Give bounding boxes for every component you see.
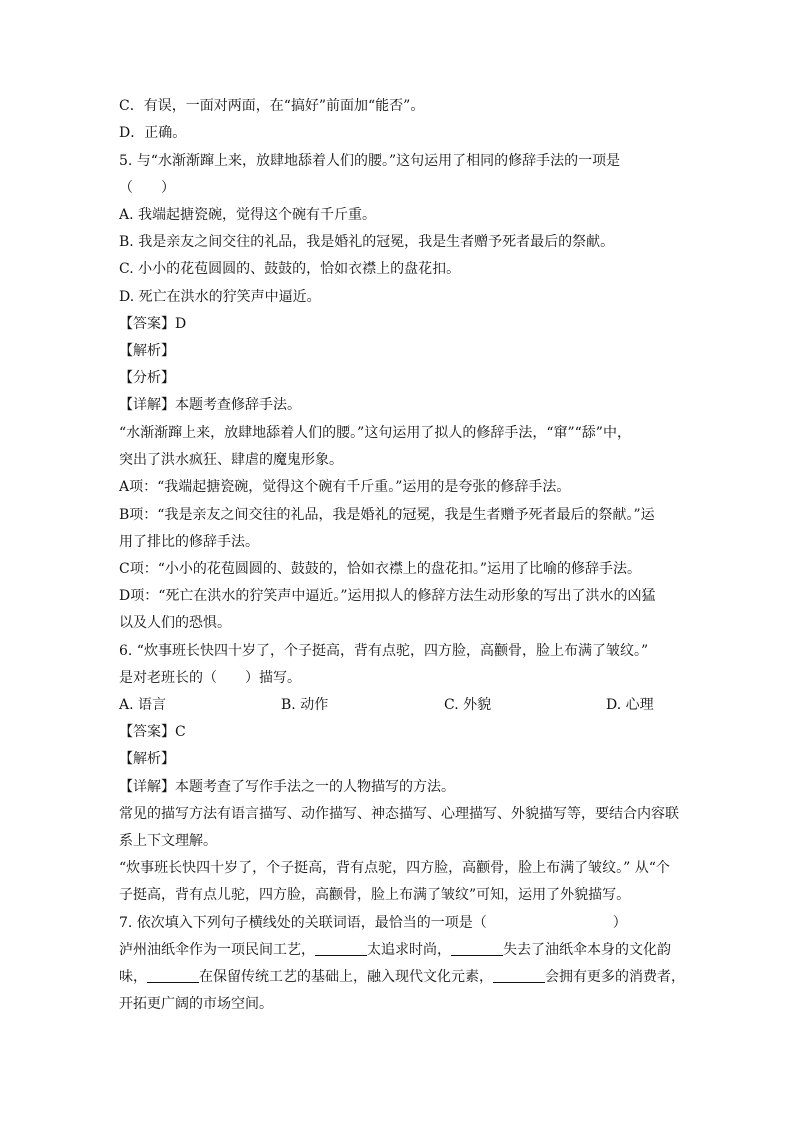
question-7-sentence [119, 967, 685, 989]
explanation-text: “水渐渐蹿上来，放肆地舔着人们的腰。”这句运用了拟人的修辞手法，“窜”“舔”中， [119, 425, 631, 441]
option-b: B. 我是亲友之间交往的礼品，我是婚礼的冠冕，我是生者赠予死者最后的祭献。 [119, 234, 615, 250]
explanation-text: 突出了洪水疯狂、肆虐的魔鬼形象。 [119, 452, 343, 468]
explanation-text: 【详解】本题考查了写作手法之一的人物描写的方法。 [119, 779, 455, 795]
option-d: D. 死亡在洪水的狞笑声中逼近。 [119, 289, 321, 305]
option-d: D. 心理 [606, 697, 654, 713]
option-a: A. 我端起搪瓷碗，觉得这个碗有千斤重。 [119, 207, 377, 223]
explanation-text: A项：“我端起搪瓷碗，觉得这个碗有千斤重。”运用的是夸张的修辞手法。 [119, 479, 571, 495]
analysis-label: 【分析】 [119, 370, 175, 386]
question-6-stem: 是对老班长的（ ）描写。 [119, 670, 301, 686]
question-7-sentence: 开拓更广阔的市场空间。 [119, 996, 273, 1012]
question-7-stem: 7. 依次填入下列句子横线处的关联词语，最恰当的一项是（ ） [119, 915, 627, 931]
fill-blank [451, 941, 503, 956]
explanation-text: B项：“我是亲友之间交往的礼品，我是婚礼的冠冕，我是生者赠予死者最后的祭献。”运 [119, 507, 655, 523]
sentence-fragment: 在保留传统工艺的基础上，融入现代文化元素， [199, 969, 493, 985]
question-6-options [119, 695, 679, 717]
explanation-text: D项：“死亡在洪水的狞笑声中逼近。”运用拟人的修辞方法生动形象的写出了洪水的凶猛 [119, 588, 656, 604]
option-c: C. 外貌 [444, 697, 492, 713]
explanation-text: “炊事班长快四十岁了，个子挺高，背有点驼，四方脸，高颧骨，脸上布满了皱纹。” 从“个 [119, 860, 670, 876]
explanation-text: 常见的描写方法有语言描写、动作描写、神态描写、心理描写、外貌描写等，要结合内容联 [119, 806, 679, 822]
explanation-text: 用了排比的修辞手法。 [119, 534, 259, 550]
option-a: A. 语言 [119, 697, 167, 713]
fill-blank [147, 968, 199, 983]
answer-blank: （ ） [119, 180, 175, 196]
explanation-text: 【详解】本题考查修辞手法。 [119, 397, 301, 413]
sentence-fragment: 会拥有更多的消费者， [545, 969, 685, 985]
answer-label: 【答案】C [119, 724, 186, 740]
explanation-text: 以及人们的恐惧。 [119, 615, 231, 631]
question-7-sentence [119, 940, 679, 962]
sentence-fragment: 泸州油纸伞作为一项民间工艺， [119, 942, 315, 958]
sentence-fragment: 太追求时尚， [367, 942, 451, 958]
sentence-fragment: 失去了油纸伞本身的文化韵 [503, 942, 671, 958]
fill-blank [315, 941, 367, 956]
answer-label: 【答案】D [119, 316, 187, 332]
option-c: C. 小小的花苞圆圆的、鼓鼓的，恰如衣襟上的盘花扣。 [119, 261, 461, 277]
explanation-text: 子挺高，背有点儿驼，四方脸，高颧骨，脸上布满了皱纹”可知，运用了外貌描写。 [119, 887, 631, 903]
text-line: C．有误，一面对两面，在“搞好”前面加“能否”。 [119, 98, 425, 114]
analysis-label: 【解析】 [119, 343, 175, 359]
explanation-text: 系上下文理解。 [119, 833, 217, 849]
option-b: B. 动作 [281, 697, 329, 713]
analysis-label: 【解析】 [119, 751, 175, 767]
explanation-text: C项：“小小的花苞圆圆的、鼓鼓的，恰如衣襟上的盘花扣。”运用了比喻的修辞手法。 [119, 561, 642, 577]
text-line: D．正确。 [119, 125, 187, 141]
question-5-stem: 5. 与“水渐渐蹿上来，放肆地舔着人们的腰。”这句运用了相同的修辞手法的一项是 [119, 153, 621, 169]
sentence-fragment: 味， [119, 969, 147, 985]
fill-blank [493, 968, 545, 983]
question-6-stem: 6. “炊事班长快四十岁了，个子挺高，背有点驼，四方脸，高颧骨，脸上布满了皱纹。” [119, 643, 649, 659]
